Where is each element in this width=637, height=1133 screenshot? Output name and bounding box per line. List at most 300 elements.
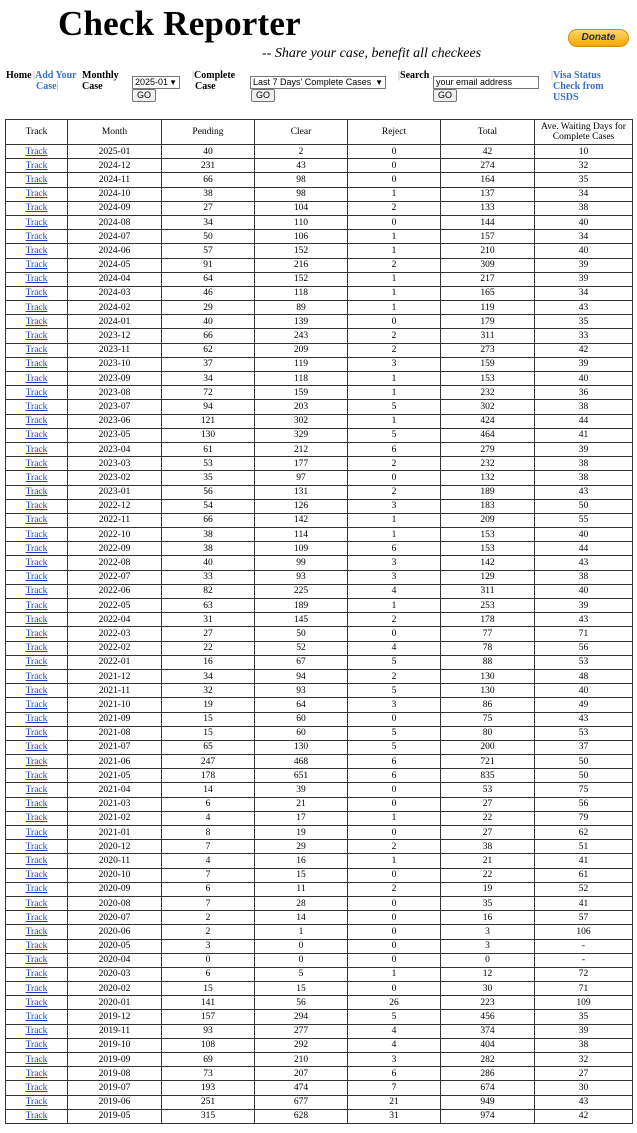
track-link[interactable]: Track bbox=[25, 1012, 48, 1023]
clear-cell: 29 bbox=[255, 840, 348, 854]
pending-cell: 69 bbox=[162, 1053, 255, 1067]
nav-add-case-link[interactable]: |Add Your Case| bbox=[33, 70, 77, 92]
pending-cell: 31 bbox=[162, 613, 255, 627]
total-cell: 22 bbox=[441, 811, 535, 825]
pending-cell: 0 bbox=[162, 953, 255, 967]
table-row bbox=[6, 826, 633, 840]
clear-cell: 292 bbox=[255, 1038, 348, 1052]
track-cell bbox=[6, 187, 68, 201]
pending-cell: 130 bbox=[162, 428, 255, 442]
month-cell: 2024-05 bbox=[68, 258, 162, 272]
clear-cell: 14 bbox=[255, 911, 348, 925]
clear-cell: 67 bbox=[255, 655, 348, 669]
visa-line2: Check from bbox=[553, 81, 604, 92]
total-cell: 86 bbox=[441, 698, 535, 712]
month-cell: 2020-08 bbox=[68, 896, 162, 910]
track-link[interactable]: Track bbox=[25, 614, 48, 625]
month-cell: 2023-02 bbox=[68, 471, 162, 485]
track-cell bbox=[6, 173, 68, 187]
track-cell bbox=[6, 655, 68, 669]
table-row bbox=[6, 613, 633, 627]
track-cell bbox=[6, 1010, 68, 1024]
reject-cell: 1 bbox=[348, 811, 441, 825]
pending-cell: 66 bbox=[162, 329, 255, 343]
table-row bbox=[6, 939, 633, 953]
table-row bbox=[6, 442, 633, 456]
table-row bbox=[6, 698, 633, 712]
track-cell bbox=[6, 698, 68, 712]
table-row bbox=[6, 301, 633, 315]
ave-days-cell: 55 bbox=[535, 513, 633, 527]
reject-cell: 3 bbox=[348, 556, 441, 570]
month-cell: 2023-11 bbox=[68, 343, 162, 357]
track-link[interactable]: Track bbox=[25, 487, 48, 498]
month-cell: 2019-06 bbox=[68, 1095, 162, 1109]
table-row bbox=[6, 797, 633, 811]
complete-case-select[interactable] bbox=[250, 76, 386, 89]
reject-cell: 5 bbox=[348, 740, 441, 754]
track-cell bbox=[6, 953, 68, 967]
pending-cell: 6 bbox=[162, 882, 255, 896]
pending-cell: 7 bbox=[162, 896, 255, 910]
track-cell bbox=[6, 329, 68, 343]
track-link[interactable]: Track bbox=[25, 1097, 48, 1108]
track-link[interactable]: Track bbox=[25, 855, 48, 866]
track-link[interactable]: Track bbox=[25, 657, 48, 668]
track-link[interactable]: Track bbox=[25, 401, 48, 412]
clear-cell: 19 bbox=[255, 826, 348, 840]
reject-cell: 4 bbox=[348, 584, 441, 598]
track-cell bbox=[6, 286, 68, 300]
month-cell: 2022-02 bbox=[68, 641, 162, 655]
table-row bbox=[6, 556, 633, 570]
reject-cell: 0 bbox=[348, 826, 441, 840]
table-row bbox=[6, 712, 633, 726]
month-cell: 2022-07 bbox=[68, 570, 162, 584]
reject-cell: 3 bbox=[348, 570, 441, 584]
track-link[interactable]: Track bbox=[25, 245, 48, 256]
pending-cell: 37 bbox=[162, 357, 255, 371]
clear-cell: 0 bbox=[255, 939, 348, 953]
clear-cell: 126 bbox=[255, 499, 348, 513]
total-cell: 42 bbox=[441, 145, 535, 159]
track-link[interactable]: Track bbox=[25, 997, 48, 1008]
ave-days-cell: 32 bbox=[535, 159, 633, 173]
search-go-button[interactable]: GO bbox=[433, 89, 457, 102]
track-cell bbox=[6, 215, 68, 229]
total-cell: 144 bbox=[441, 215, 535, 229]
track-link[interactable]: Track bbox=[25, 331, 48, 342]
track-link[interactable]: Track bbox=[25, 1026, 48, 1037]
ave-days-cell: 39 bbox=[535, 357, 633, 371]
month-cell: 2019-11 bbox=[68, 1024, 162, 1038]
ave-days-cell: 33 bbox=[535, 329, 633, 343]
clear-cell: 468 bbox=[255, 755, 348, 769]
track-cell bbox=[6, 230, 68, 244]
table-row bbox=[6, 684, 633, 698]
track-link[interactable]: Track bbox=[25, 501, 48, 512]
pending-cell: 6 bbox=[162, 797, 255, 811]
pending-cell: 27 bbox=[162, 627, 255, 641]
total-cell: 129 bbox=[441, 570, 535, 584]
track-cell bbox=[6, 1038, 68, 1052]
track-link[interactable]: Track bbox=[25, 841, 48, 852]
total-cell: 0 bbox=[441, 953, 535, 967]
table-row bbox=[6, 783, 633, 797]
clear-cell: 277 bbox=[255, 1024, 348, 1038]
clear-cell: 203 bbox=[255, 400, 348, 414]
track-cell bbox=[6, 925, 68, 939]
track-link[interactable]: Track bbox=[25, 983, 48, 994]
track-link[interactable]: Track bbox=[25, 643, 48, 654]
reject-cell: 2 bbox=[348, 882, 441, 896]
track-link[interactable]: Track bbox=[25, 955, 48, 966]
track-link[interactable]: Track bbox=[25, 288, 48, 299]
clear-cell: 329 bbox=[255, 428, 348, 442]
table-row bbox=[6, 868, 633, 882]
track-link[interactable]: Track bbox=[25, 430, 48, 441]
track-link[interactable]: Track bbox=[25, 898, 48, 909]
month-cell: 2023-06 bbox=[68, 414, 162, 428]
reject-cell: 0 bbox=[348, 982, 441, 996]
month-cell: 2022-12 bbox=[68, 499, 162, 513]
monthly-go-button[interactable]: GO bbox=[132, 89, 156, 102]
pending-cell: 8 bbox=[162, 826, 255, 840]
track-link[interactable]: Track bbox=[25, 799, 48, 810]
ave-days-cell: 40 bbox=[535, 372, 633, 386]
reject-cell: 0 bbox=[348, 712, 441, 726]
ave-days-cell: 39 bbox=[535, 272, 633, 286]
track-link[interactable]: Track bbox=[25, 458, 48, 469]
reject-cell: 2 bbox=[348, 669, 441, 683]
pending-cell: 63 bbox=[162, 599, 255, 613]
clear-cell: 302 bbox=[255, 414, 348, 428]
month-cell: 2021-04 bbox=[68, 783, 162, 797]
month-cell: 2020-02 bbox=[68, 982, 162, 996]
track-cell bbox=[6, 599, 68, 613]
track-link[interactable]: Track bbox=[25, 472, 48, 483]
month-cell: 2023-01 bbox=[68, 485, 162, 499]
table-row bbox=[6, 854, 633, 868]
table-row bbox=[6, 1010, 633, 1024]
track-cell bbox=[6, 740, 68, 754]
table-row bbox=[6, 258, 633, 272]
table-row bbox=[6, 315, 633, 329]
track-link[interactable]: Track bbox=[25, 685, 48, 696]
clear-cell: 152 bbox=[255, 272, 348, 286]
track-link[interactable]: Track bbox=[25, 756, 48, 767]
track-link[interactable]: Track bbox=[25, 770, 48, 781]
track-cell bbox=[6, 372, 68, 386]
reject-cell: 0 bbox=[348, 939, 441, 953]
month-cell: 2021-02 bbox=[68, 811, 162, 825]
total-cell: 22 bbox=[441, 868, 535, 882]
pending-cell: 193 bbox=[162, 1081, 255, 1095]
track-link[interactable]: Track bbox=[25, 359, 48, 370]
pending-cell: 4 bbox=[162, 854, 255, 868]
ave-days-cell: 44 bbox=[535, 414, 633, 428]
pending-cell: 157 bbox=[162, 1010, 255, 1024]
month-cell: 2024-06 bbox=[68, 244, 162, 258]
pending-cell: 7 bbox=[162, 840, 255, 854]
clear-cell: 131 bbox=[255, 485, 348, 499]
track-link[interactable]: Track bbox=[25, 1040, 48, 1051]
total-cell: 157 bbox=[441, 230, 535, 244]
track-link[interactable]: Track bbox=[25, 146, 48, 157]
reject-cell: 4 bbox=[348, 1038, 441, 1052]
ave-days-cell: 56 bbox=[535, 797, 633, 811]
nav-monthly-case-label bbox=[82, 70, 119, 92]
complete-go-button[interactable]: GO bbox=[251, 89, 275, 102]
table-row bbox=[6, 400, 633, 414]
track-cell bbox=[6, 145, 68, 159]
reject-cell: 1 bbox=[348, 386, 441, 400]
table-row bbox=[6, 925, 633, 939]
clear-cell: 110 bbox=[255, 215, 348, 229]
pending-cell: 66 bbox=[162, 513, 255, 527]
total-cell: 274 bbox=[441, 159, 535, 173]
total-cell: 674 bbox=[441, 1081, 535, 1095]
chevron-down-icon: ▼ bbox=[375, 78, 383, 87]
table-row bbox=[6, 740, 633, 754]
nav-add-case-line2: Case bbox=[36, 81, 57, 92]
clear-cell: 177 bbox=[255, 457, 348, 471]
track-cell bbox=[6, 1095, 68, 1109]
track-link[interactable]: Track bbox=[25, 941, 48, 952]
ave-days-cell: 48 bbox=[535, 669, 633, 683]
reject-cell: 4 bbox=[348, 1024, 441, 1038]
track-link[interactable]: Track bbox=[25, 416, 48, 427]
ave-days-cell: 41 bbox=[535, 896, 633, 910]
table-row bbox=[6, 145, 633, 159]
ave-days-cell: 43 bbox=[535, 712, 633, 726]
track-cell bbox=[6, 414, 68, 428]
month-cell: 2020-04 bbox=[68, 953, 162, 967]
track-link[interactable]: Track bbox=[25, 529, 48, 540]
ave-days-cell: 50 bbox=[535, 755, 633, 769]
pending-cell: 141 bbox=[162, 996, 255, 1010]
table-row bbox=[6, 584, 633, 598]
ave-days-cell: 106 bbox=[535, 925, 633, 939]
ave-days-cell: 109 bbox=[535, 996, 633, 1010]
ave-days-cell: 40 bbox=[535, 684, 633, 698]
track-link[interactable]: Track bbox=[25, 870, 48, 881]
donate-button[interactable]: Donate bbox=[568, 29, 629, 47]
track-cell bbox=[6, 159, 68, 173]
clear-cell: 159 bbox=[255, 386, 348, 400]
clear-cell: 89 bbox=[255, 301, 348, 315]
track-cell bbox=[6, 386, 68, 400]
track-link[interactable]: Track bbox=[25, 160, 48, 171]
track-link[interactable]: Track bbox=[25, 373, 48, 384]
track-link[interactable]: Track bbox=[25, 387, 48, 398]
table-row bbox=[6, 840, 633, 854]
pending-cell: 7 bbox=[162, 868, 255, 882]
track-link[interactable]: Track bbox=[25, 274, 48, 285]
track-link[interactable]: Track bbox=[25, 174, 48, 185]
col-header-reject: Reject bbox=[348, 120, 441, 145]
month-cell: 2024-04 bbox=[68, 272, 162, 286]
track-link[interactable]: Track bbox=[25, 515, 48, 526]
pending-cell: 40 bbox=[162, 556, 255, 570]
track-link[interactable]: Track bbox=[25, 558, 48, 569]
month-cell: 2020-09 bbox=[68, 882, 162, 896]
table-header-row bbox=[6, 120, 633, 145]
nav-add-case-line1: Add Your bbox=[35, 70, 77, 81]
track-cell bbox=[6, 641, 68, 655]
ave-days-cell: 57 bbox=[535, 911, 633, 925]
table-row bbox=[6, 457, 633, 471]
pending-cell: 6 bbox=[162, 967, 255, 981]
visa-line3: USDS bbox=[553, 92, 579, 103]
ave-days-cell: 38 bbox=[535, 471, 633, 485]
clear-cell: 50 bbox=[255, 627, 348, 641]
track-link[interactable]: Track bbox=[25, 543, 48, 554]
reject-cell: 2 bbox=[348, 329, 441, 343]
reject-cell: 0 bbox=[348, 868, 441, 882]
ave-days-cell: - bbox=[535, 939, 633, 953]
ave-days-cell: 49 bbox=[535, 698, 633, 712]
ave-days-cell: 40 bbox=[535, 528, 633, 542]
month-cell: 2021-07 bbox=[68, 740, 162, 754]
clear-cell: 651 bbox=[255, 769, 348, 783]
ave-days-cell: 62 bbox=[535, 826, 633, 840]
month-cell: 2022-08 bbox=[68, 556, 162, 570]
track-link[interactable]: Track bbox=[25, 912, 48, 923]
total-cell: 35 bbox=[441, 896, 535, 910]
track-link[interactable]: Track bbox=[25, 444, 48, 455]
pending-cell: 34 bbox=[162, 669, 255, 683]
track-link[interactable]: Track bbox=[25, 1068, 48, 1079]
clear-cell: 118 bbox=[255, 372, 348, 386]
pending-cell: 65 bbox=[162, 740, 255, 754]
month-cell: 2025-01 bbox=[68, 145, 162, 159]
monthly-stats-table bbox=[5, 119, 633, 1124]
col-header-track: Track bbox=[6, 120, 68, 145]
ave-days-cell: 41 bbox=[535, 428, 633, 442]
clear-cell: 0 bbox=[255, 953, 348, 967]
total-cell: 16 bbox=[441, 911, 535, 925]
track-link[interactable]: Track bbox=[25, 827, 48, 838]
track-link[interactable]: Track bbox=[25, 671, 48, 682]
track-link[interactable]: Track bbox=[25, 260, 48, 271]
track-link[interactable]: Track bbox=[25, 742, 48, 753]
reject-cell: 5 bbox=[348, 726, 441, 740]
track-cell bbox=[6, 201, 68, 215]
site-tagline: -- Share your case, benefit all checkees bbox=[262, 46, 482, 61]
ave-days-cell: 53 bbox=[535, 655, 633, 669]
track-cell bbox=[6, 442, 68, 456]
col-header-month: Month bbox=[68, 120, 162, 145]
pending-cell: 56 bbox=[162, 485, 255, 499]
track-link[interactable]: Track bbox=[25, 728, 48, 739]
reject-cell: 0 bbox=[348, 925, 441, 939]
table-row bbox=[6, 911, 633, 925]
track-link[interactable]: Track bbox=[25, 316, 48, 327]
month-cell: 2021-11 bbox=[68, 684, 162, 698]
clear-cell: 17 bbox=[255, 811, 348, 825]
search-input[interactable]: your email address bbox=[433, 76, 539, 89]
track-link[interactable]: Track bbox=[25, 302, 48, 313]
track-link[interactable]: Track bbox=[25, 1054, 48, 1065]
monthly-select-value: 2025-01 bbox=[135, 77, 169, 87]
total-cell: 130 bbox=[441, 669, 535, 683]
table-row bbox=[6, 953, 633, 967]
reject-cell: 1 bbox=[348, 230, 441, 244]
clear-cell: 98 bbox=[255, 187, 348, 201]
track-link[interactable]: Track bbox=[25, 785, 48, 796]
clear-cell: 130 bbox=[255, 740, 348, 754]
nav-home-link[interactable] bbox=[6, 70, 32, 81]
track-link[interactable]: Track bbox=[25, 217, 48, 228]
track-cell bbox=[6, 400, 68, 414]
table-row bbox=[6, 627, 633, 641]
pending-cell: 14 bbox=[162, 783, 255, 797]
reject-cell: 21 bbox=[348, 1095, 441, 1109]
clear-cell: 209 bbox=[255, 343, 348, 357]
ave-days-cell: 39 bbox=[535, 599, 633, 613]
reject-cell: 1 bbox=[348, 244, 441, 258]
track-cell bbox=[6, 584, 68, 598]
pending-cell: 73 bbox=[162, 1067, 255, 1081]
month-cell: 2020-06 bbox=[68, 925, 162, 939]
nav-complete-case-label: |Complete Case bbox=[192, 70, 236, 92]
track-link[interactable]: Track bbox=[25, 699, 48, 710]
track-link[interactable]: Track bbox=[25, 628, 48, 639]
track-link[interactable]: Track bbox=[25, 600, 48, 611]
ave-days-cell: 38 bbox=[535, 457, 633, 471]
month-cell: 2024-10 bbox=[68, 187, 162, 201]
reject-cell: 3 bbox=[348, 357, 441, 371]
track-link[interactable]: Track bbox=[25, 572, 48, 583]
track-link[interactable]: Track bbox=[25, 813, 48, 824]
pending-cell: 35 bbox=[162, 471, 255, 485]
total-cell: 253 bbox=[441, 599, 535, 613]
pending-cell: 34 bbox=[162, 215, 255, 229]
reject-cell: 0 bbox=[348, 159, 441, 173]
ave-days-cell: 35 bbox=[535, 1010, 633, 1024]
nav-visa-status-link[interactable]: |Visa Status Check from USDS bbox=[551, 70, 604, 103]
track-link[interactable]: Track bbox=[25, 714, 48, 725]
month-cell: 2024-09 bbox=[68, 201, 162, 215]
reject-cell: 1 bbox=[348, 272, 441, 286]
monthly-select[interactable] bbox=[132, 76, 180, 89]
table-row bbox=[6, 641, 633, 655]
ave-days-cell: 42 bbox=[535, 343, 633, 357]
track-link[interactable]: Track bbox=[25, 189, 48, 200]
ave-days-cell: 50 bbox=[535, 769, 633, 783]
track-link[interactable]: Track bbox=[25, 586, 48, 597]
track-link[interactable]: Track bbox=[25, 345, 48, 356]
track-link[interactable]: Track bbox=[25, 1082, 48, 1093]
track-cell bbox=[6, 499, 68, 513]
month-cell: 2019-09 bbox=[68, 1053, 162, 1067]
track-link[interactable]: Track bbox=[25, 969, 48, 980]
track-link[interactable]: Track bbox=[25, 1111, 48, 1122]
reject-cell: 3 bbox=[348, 1053, 441, 1067]
pending-cell: 46 bbox=[162, 286, 255, 300]
reject-cell: 1 bbox=[348, 372, 441, 386]
reject-cell: 0 bbox=[348, 627, 441, 641]
reject-cell: 5 bbox=[348, 400, 441, 414]
total-cell: 721 bbox=[441, 755, 535, 769]
track-link[interactable]: Track bbox=[25, 926, 48, 937]
track-link[interactable]: Track bbox=[25, 231, 48, 242]
track-link[interactable]: Track bbox=[25, 884, 48, 895]
pending-cell: 54 bbox=[162, 499, 255, 513]
reject-cell: 5 bbox=[348, 1010, 441, 1024]
track-link[interactable]: Track bbox=[25, 203, 48, 214]
